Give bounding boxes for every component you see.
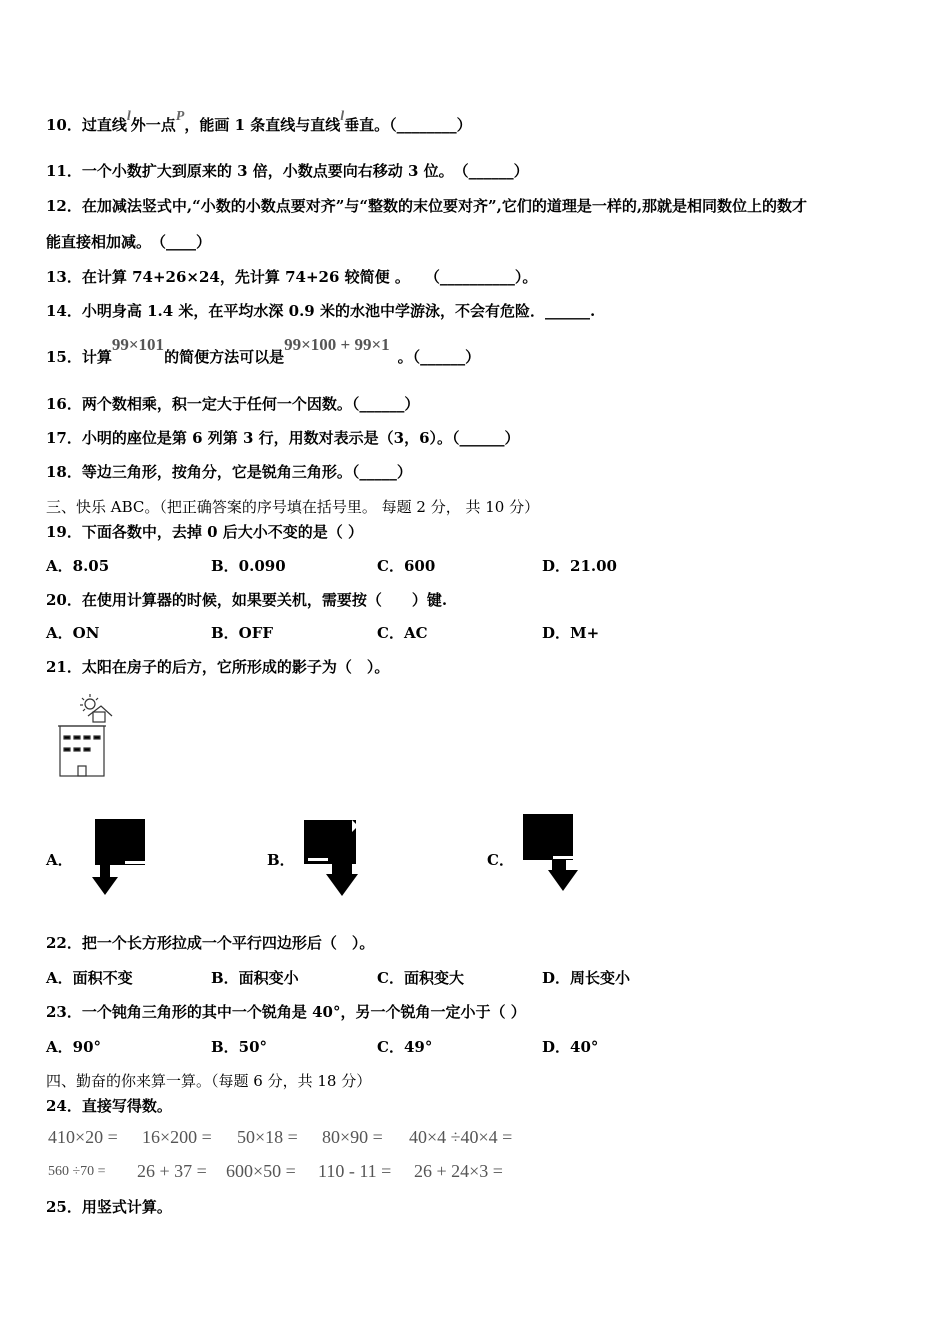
q22-option-a: A．面积不变 — [46, 969, 133, 987]
q21-option-c: C． — [487, 851, 514, 869]
q23-option-c: C．49° — [377, 1038, 433, 1056]
q19-option-b: B．0.090 — [211, 557, 286, 575]
question-23: 23．一个钝角三角形的其中一个锐角是 40°，另一个锐角一定小于（ ） — [46, 1003, 526, 1021]
question-14: 14．小明身高 1.4 米，在平均水深 0.9 米的水池中学游泳，不会有危险．______. — [46, 302, 596, 320]
q20-option-c: C．AC — [377, 624, 428, 642]
q19-option-a: A．8.05 — [46, 557, 110, 575]
q22-option-b: B．面积变小 — [211, 969, 299, 987]
calc-row2-item1: 560 ÷70 = — [48, 1164, 106, 1179]
q10-text-2: 外一点 — [130, 116, 176, 134]
q15-expression-2: 99×100 + 99×1 — [284, 335, 390, 354]
shadow-option-b-figure — [302, 820, 362, 896]
q23-option-d: D．40° — [542, 1038, 599, 1056]
calc-row1-item1: 410×20 = — [48, 1127, 118, 1147]
question-17: 17．小明的座位是第 6 列第 3 行，用数对表示是（3，6）。（______） — [46, 429, 520, 447]
question-25: 25．用竖式计算。 — [46, 1198, 172, 1216]
question-22: 22．把一个长方形拉成一个平行四边形后（ ）。 — [46, 934, 375, 952]
q10-text-1: 过直线 — [81, 116, 127, 134]
q23-option-a: A．90° — [46, 1038, 102, 1056]
question-19: 19．下面各数中，去掉 0 后大小不变的是（ ） — [46, 523, 363, 541]
question-15 — [46, 335, 481, 367]
q21-option-a: A． — [46, 851, 73, 869]
shadow-option-c-figure — [520, 814, 580, 892]
q15-text-1: 15．计算 — [46, 348, 112, 366]
shadow-option-a-figure — [92, 819, 148, 895]
q10-text-3: ，能画 1 条直线与直线 — [184, 116, 341, 134]
question-12-line-1: 12．在加减法竖式中,“小数的小数点要对齐”与“整数的末位要对齐”,它们的道理是一样的,那就是相同数位上的数才 — [46, 197, 808, 215]
question-20: 20．在使用计算器的时候，如果要关机，需要按（ ）键. — [46, 591, 448, 609]
q20-option-d: D．M+ — [542, 624, 600, 642]
calc-row1-item5: 40×4 ÷40×4 = — [409, 1127, 513, 1147]
q20-option-b: B．OFF — [211, 624, 274, 642]
question-24: 24．直接写得数。 — [46, 1097, 172, 1115]
q15-text-3: 。（______） — [397, 348, 481, 366]
q10-line-symbol-2: l — [340, 109, 345, 124]
q15-text-2: 的简便方法可以是 — [164, 348, 285, 366]
calc-row1-item4: 80×90 = — [322, 1127, 383, 1147]
question-18: 18．等边三角形，按角分，它是锐角三角形。（_____） — [46, 463, 412, 481]
question-16: 16．两个数相乘，积一定大于任何一个因数。（______） — [46, 395, 420, 413]
q10-text-4: 垂直。（________） — [344, 116, 472, 134]
question-10 — [46, 109, 472, 137]
q21-option-b: B． — [267, 851, 295, 869]
q20-option-a: A．ON — [46, 624, 100, 642]
question-12-line-2: 能直接相加减。 （____） — [46, 233, 212, 251]
q22-option-d: D．周长变小 — [542, 969, 631, 987]
calc-row2-item4: 110 - 11 = — [318, 1161, 392, 1181]
question-11: 11．一个小数扩大到原来的 3 倍，小数点要向右移动 3 位。 （______） — [46, 162, 529, 180]
q23-option-b: B．50° — [211, 1038, 268, 1056]
calc-row2-item5: 26 + 24×3 = — [414, 1161, 503, 1181]
q19-option-d: D．21.00 — [542, 557, 617, 575]
calc-row1-item2: 16×200 = — [142, 1127, 212, 1147]
q15-expression-1: 99×101 — [111, 335, 165, 354]
section-4-heading: 四、勤奋的你来算一算。（每题 6 分，共 18 分） — [46, 1072, 372, 1090]
question-21: 21．太阳在房子的后方，它所形成的影子为（ ）。 — [46, 658, 390, 676]
q10-point-symbol: P — [175, 109, 185, 124]
calc-row2-item2: 26 + 37 = — [137, 1161, 207, 1181]
question-13: 13．在计算 74+26×24，先计算 74+26 较简便 。 （__________）。 — [46, 268, 538, 286]
q10-line-symbol: l — [126, 109, 131, 124]
calc-row1-item3: 50×18 = — [237, 1127, 298, 1147]
q19-option-c: C．600 — [377, 557, 436, 575]
q10-number: 10． — [46, 116, 82, 134]
house-sun-illustration — [54, 694, 118, 780]
calc-row2-item3: 600×50 = — [226, 1161, 296, 1181]
q22-option-c: C．面积变大 — [377, 969, 464, 987]
section-3-heading: 三、快乐 ABC。（把正确答案的序号填在括号里。 每题 2 分， 共 10 分） — [46, 498, 540, 516]
